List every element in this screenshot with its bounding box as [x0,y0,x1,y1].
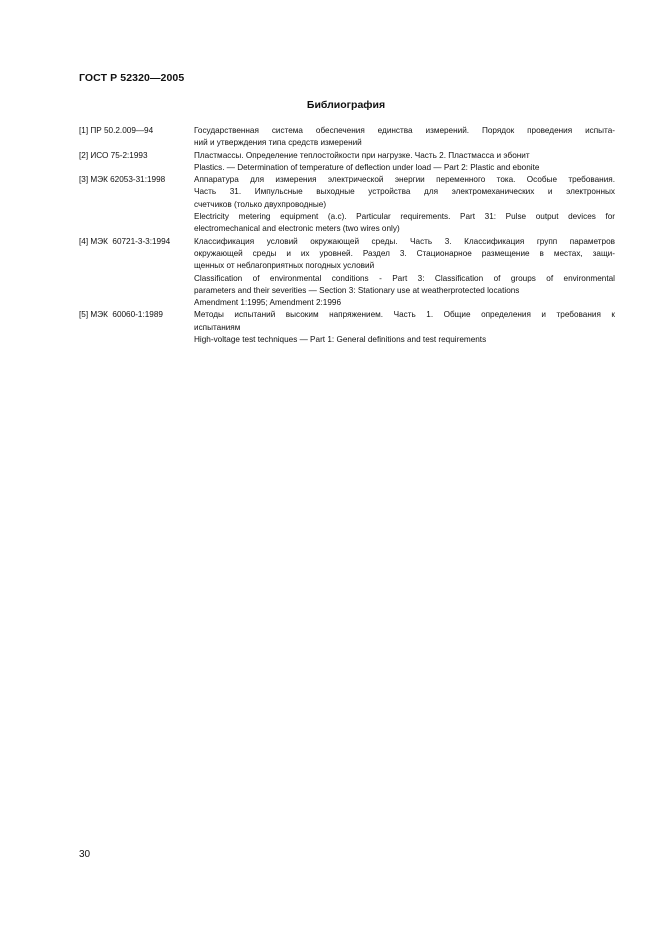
entry-line: Часть 31. Импульсные выходные устройства для электромеханических и электронных [194,187,615,197]
entry-description [194,125,615,150]
entry-line: испытаниям [194,322,241,332]
entry-line: electromechanical and electronic meters (two wires only) [194,224,400,234]
entry-line: окружающей среды и их уровней. Раздел 3. Стационарное размещение в местах, защи- [194,248,615,258]
entry-line: Методы испытаний высоким напряжением. Часть 1. Общие определения и требования к [194,310,615,320]
bibliography-entry [79,125,615,150]
bibliography-list [79,125,615,346]
entry-line: Аппаратура для измерения электрической энергии переменного тока. Особые требования. [194,175,615,185]
entry-reference: [3] МЭК 62053-31:1998 [79,175,166,185]
page-number: 30 [79,849,91,860]
entry-line: Пластмассы. Определение теплостойкости при нагрузке. Часть 2. Пластмасса и эбонит [194,150,530,160]
entry-description [194,309,615,346]
entry-line: Classification of environmental conditions - Part 3: Classification of groups of environmental [194,273,615,283]
entry-line: Electricity metering equipment (a.c). Particular requirements. Part 31: Pulse output devices for [194,212,615,222]
entry-line: parameters and their severities — Section 3: Stationary use at weatherprotected locations [194,285,520,295]
entry-line: щенных от неблагоприятных погодных условий [194,261,375,271]
entry-line: Plastics. — Determination of temperature of deflection under load — Part 2: Plastic and ebonite [194,162,540,172]
entry-line: Amendment 1:1995; Amendment 2:1996 [194,298,342,308]
entry-line: ний и утверждения типа средств измерений [194,138,362,148]
bibliography-entry [79,309,615,346]
document-code: ГОСТ Р 52320—2005 [79,72,185,84]
entry-reference: [4] МЭК 60721-3-3:1994 [79,236,171,246]
entry-reference: [2] ИСО 75-2:1993 [79,150,148,160]
bibliography-entry [79,150,615,175]
bibliography-entry [79,174,615,235]
entry-line: Классификация условий окружающей среды. Часть 3. Классификация групп параметров [194,236,615,246]
entry-reference: [5] МЭК 60060-1:1989 [79,310,163,320]
entry-description [194,150,615,175]
bibliography-entry [79,236,615,310]
entry-description [194,174,615,235]
entry-line: High-voltage test techniques — Part 1: General definitions and test requirements [194,335,487,345]
entry-line: счетчиков (только двухпроводные) [194,199,327,209]
entry-description [194,236,615,310]
entry-line: Государственная система обеспечения единства измерений. Порядок проведения испыта- [194,126,615,135]
entry-reference: [1] ПР 50.2.009—94 [79,126,154,135]
section-title: Библиография [306,99,386,111]
